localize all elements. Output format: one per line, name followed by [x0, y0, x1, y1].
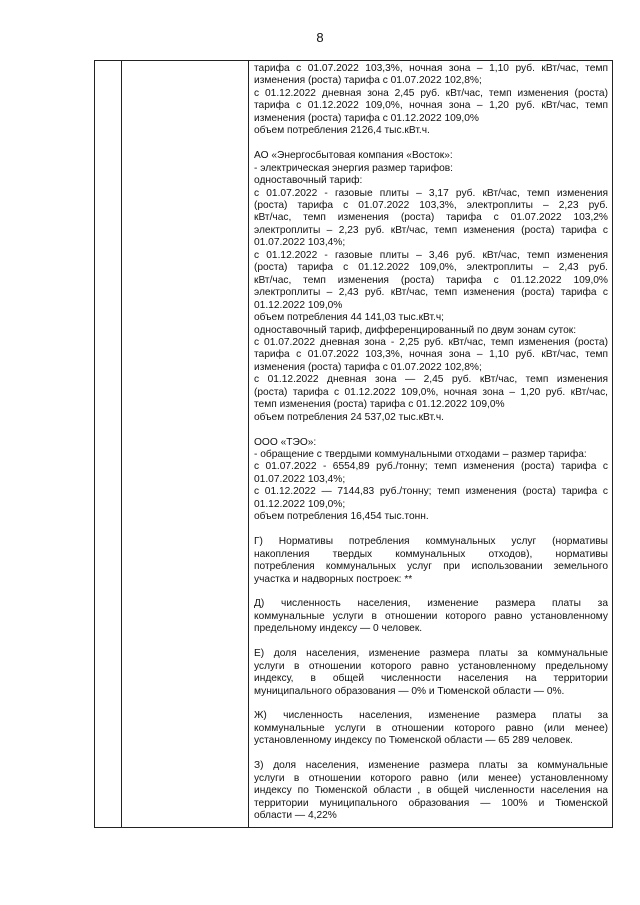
text-line: предельному индексу — 0 человек.	[254, 623, 423, 635]
text-line: Д) численность населения, изменение размера платы за	[254, 598, 608, 610]
document-table	[94, 60, 613, 828]
text-line: с 01.07.2022 дневная зона - 2,25 руб. кВт/час, темп изменения (роста)	[254, 336, 608, 348]
text-line: изменения (роста) тарифа с 01.12.2022 109,0%	[254, 112, 479, 124]
paragraph-gap	[254, 524, 608, 536]
text-line: установленному индексу по Тюменской области — 65 289 человек.	[254, 735, 573, 747]
text-line: услуги в отношении которого равно (или менее) установленному	[254, 772, 608, 784]
text-line: Ж) численность населения, изменение размера платы за	[254, 710, 608, 722]
text-line: объем потребления 16,454 тыс.тонн.	[254, 511, 429, 523]
text-line: изменения (роста) тарифа с 01.07.2022 102,8%;	[254, 361, 482, 373]
page-number: 8	[316, 30, 324, 45]
text-line: территории муниципального образования — 100% и Тюменской	[254, 797, 608, 809]
text-line: одноставочный тариф:	[254, 175, 363, 187]
text-line: - обращение с твердыми коммунальными отходами – размер тарифа:	[254, 449, 587, 461]
text-line: (роста) тарифа с 01.07.2022 103,3%, электроплиты – 2,23 руб.	[254, 199, 608, 211]
text-line: одноставочный тариф, дифференцированный по двум зонам суток:	[254, 324, 577, 336]
text-line: области — 4,22%	[254, 810, 337, 822]
paragraph-gap	[254, 748, 608, 760]
text-line: объем потребления 2126,4 тыс.кВт.ч.	[254, 125, 430, 137]
text-line: 01.07.2022 103,4%;	[254, 473, 346, 485]
text-line: (роста) тарифа с 01.12.2022 109,0%, ночная зона – 1,20 руб. кВт/час,	[254, 386, 608, 398]
text-line: с 01.12.2022 - газовые плиты – 3,46 руб. кВт/час, темп изменения	[254, 249, 608, 261]
paragraph-gap	[254, 698, 608, 710]
text-line: тарифа с 01.07.2022 103,3%, ночная зона – 1,10 руб. кВт/час, темп	[254, 63, 608, 74]
text-line: электроплиты – 2,43 руб. кВт/час, темп изменения (роста) тарифа с	[254, 287, 608, 299]
text-line: темп изменения (роста) тарифа с 01.12.2022 109,0%	[254, 399, 505, 411]
text-line: ООО «ТЭО»:	[254, 436, 317, 448]
text-line: коммунальные услуги в отношении которого равно (или менее)	[254, 722, 608, 734]
paragraph-gap	[254, 586, 608, 598]
text-line: Е) доля населения, изменение размера платы за коммунальные	[254, 648, 608, 660]
column-divider-1	[121, 61, 122, 827]
column-divider-2	[248, 61, 249, 827]
text-line: с 01.07.2022 - 6554,89 руб./тонну; темп изменения (роста) тарифа с	[254, 461, 608, 473]
text-line: потребления коммунальных услуг при использовании земельного	[254, 561, 608, 573]
text-line: АО «Энергосбытовая компания «Восток»:	[254, 150, 453, 162]
paragraph-gap	[254, 138, 608, 150]
text-line: тарифа с 01.12.2022 109,0%, ночная зона – 1,20 руб. кВт/час, темп	[254, 100, 608, 112]
text-line: с 01.07.2022 - газовые плиты – 3,17 руб. кВт/час, темп изменения	[254, 187, 608, 199]
text-line: участка и надворных построек: **	[254, 573, 413, 585]
text-line: тарифа с 01.07.2022 103,3%, ночная зона – 1,10 руб. кВт/час, темп	[254, 349, 608, 361]
text-line: кВт/час, темп изменения (роста) тарифа с 01.07.2022 103,2%	[254, 212, 608, 224]
text-line: коммунальные услуги в отношении которого равно установленному	[254, 610, 608, 622]
text-line: З) доля населения, изменение размера платы за коммунальные	[254, 760, 608, 772]
text-line: (роста) тарифа с 01.12.2022 109,0%, электроплиты – 2,43 руб.	[254, 262, 608, 274]
paragraph-gap	[254, 424, 608, 436]
text-line: 01.12.2022 109,0%;	[254, 498, 346, 510]
text-line: - электрическая энергия размер тарифов:	[254, 162, 453, 174]
text-line: 01.12.2022 109,0%	[254, 299, 343, 311]
text-line: объем потребления 44 141,03 тыс.кВт.ч;	[254, 312, 445, 324]
text-line: 01.07.2022 103,4%;	[254, 237, 346, 249]
paragraph-gap	[254, 636, 608, 648]
text-line: с 01.12.2022 дневная зона — 2,45 руб. кВт/час, темп изменения	[254, 374, 608, 386]
text-line: изменения (роста) тарифа с 01.07.2022 102,8%;	[254, 75, 482, 87]
text-line: услуги в отношении которого равно установленному предельному	[254, 660, 608, 672]
text-line: с 01.12.2022 дневная зона 2,45 руб. кВт/час, темп изменения (роста)	[254, 87, 608, 99]
text-line: индексу, в общей численности населения на территории	[254, 673, 608, 685]
text-line: кВт/час, темп изменения (роста) тарифа с 01.12.2022 109,0%	[254, 274, 608, 286]
text-line: муниципального образования — 0% и Тюменской области — 0%.	[254, 685, 565, 697]
text-line: объем потребления 24 537,02 тыс.кВт.ч.	[254, 411, 445, 423]
text-line: Г) Нормативы потребления коммунальных услуг (нормативы	[254, 536, 608, 548]
text-line: электроплиты – 2,23 руб. кВт/час, темп изменения (роста) тарифа с	[254, 224, 608, 236]
content-cell	[254, 63, 608, 823]
text-line: индексу по Тюменской области , в общей численности населения на	[254, 785, 608, 797]
text-line: с 01.12.2022 — 7144,83 руб./тонну; темп изменения (роста) тарифа с	[254, 486, 608, 498]
text-line: накопления твердых коммунальных отходов), нормативы	[254, 548, 608, 560]
